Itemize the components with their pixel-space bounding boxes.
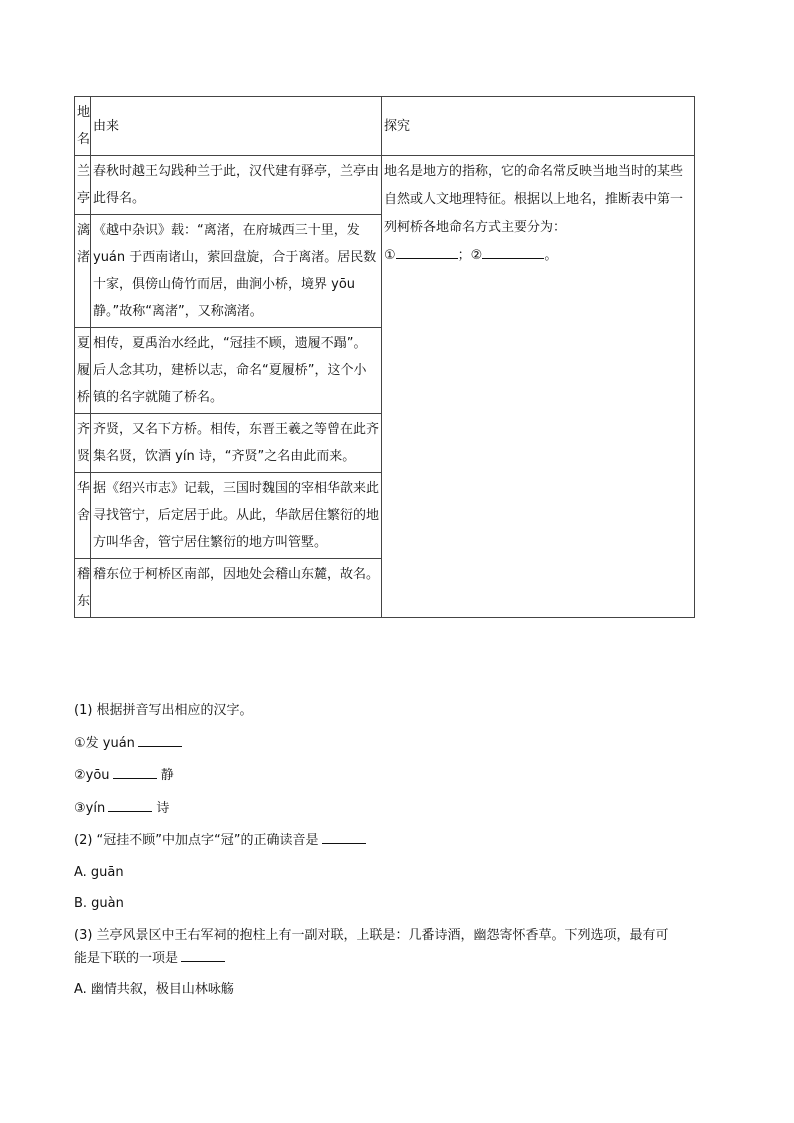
table-header-row: [75, 97, 695, 156]
question-1-c: [74, 799, 714, 818]
place-name: 夏履桥: [75, 328, 91, 414]
question-2: [74, 831, 714, 850]
question-3-option-a[interactable]: A. 幽情共叙，极目山林咏觞: [74, 982, 234, 997]
q2-blank[interactable]: [322, 831, 366, 844]
place-origin: 稽东位于柯桥区南部，因地处会稽山东麓，故名。: [91, 559, 382, 618]
table-row: [75, 156, 695, 215]
header-explore: 探究: [382, 97, 695, 156]
q3-text-line1: (3) 兰亭风景区中王右军祠的抱柱上有一副对联，上联是：几番诗酒，幽怨寄怀香草。下列选项，最有可: [74, 927, 669, 943]
place-origin: 齐贤，又名下方桥。相传，东晋王羲之等曾在此齐集名贤，饮酒 yín 诗，“齐贤”之名由此而来。: [91, 414, 382, 473]
place-name: 齐贤: [75, 414, 91, 473]
q1-a-label: ①发 yuán: [74, 735, 135, 751]
q1-c-label: ③yín: [74, 800, 106, 816]
place-name: 稽东: [75, 559, 91, 618]
header-place-name: 地名: [75, 97, 91, 156]
q1-a-blank[interactable]: [138, 734, 182, 747]
place-origin: 《越中杂识》载：“离渚，在府城西三十里，发 yuán 于西南诸山，萦回盘旋，合于离渚。居民数十家，俱傍山倚竹而居，曲涧小桥，境界 yōu静。”故称“离渚”，又称漓渚。: [91, 215, 382, 328]
question-1-a: [74, 734, 714, 753]
q2-text: (2) “冠挂不顾”中加点字“冠”的正确读音是: [74, 833, 319, 848]
q1-b-suffix: 静: [160, 768, 174, 783]
explore-text: 地名是地方的指称，它的命名常反映当地当时的某些自然或人文地理特征。根据以上地名，推断表中第一列柯桥各地命名方式主要分为：: [384, 164, 684, 235]
place-origin: 据《绍兴市志》记载，三国时魏国的宰相华歆来此寻找管宁，后定居于此。从此，华歆居住繁衍的地方叫华舍，管宁居住繁衍的地方叫管墅。: [91, 473, 382, 559]
q1-b-blank[interactable]: [113, 766, 157, 779]
place-name: 漓渚: [75, 215, 91, 328]
q1-b-label: ②yōu: [74, 768, 110, 783]
question-2-option-b[interactable]: B. guàn: [74, 896, 124, 911]
question-1-b: [74, 766, 714, 785]
question-3: [74, 927, 714, 945]
q3-text-line2: 能是下联的一项是: [74, 950, 179, 966]
place-name: 兰亭: [75, 156, 91, 215]
blank-end: 。: [544, 248, 558, 263]
q1-c-suffix: 诗: [156, 800, 170, 816]
q1-c-blank[interactable]: [108, 799, 152, 812]
place-name: 华舍: [75, 473, 91, 559]
place-origin: 相传，夏禹治水经此，“冠挂不顾，遗履不蹋”。后人念其功，建桥以志，命名“夏履桥”，这个小镇的名字就随了桥名。: [91, 328, 382, 414]
q3-blank[interactable]: [181, 949, 225, 962]
explore-cell: [382, 156, 695, 618]
answer-blank-2[interactable]: [482, 246, 544, 259]
blank1-label: ①: [384, 248, 396, 263]
explore-blanks: [384, 242, 692, 270]
place-name-table: [74, 96, 695, 618]
place-origin: 春秋时越王勾践种兰于此，汉代建有驿亭，兰亭由此得名。: [91, 156, 382, 215]
question-3-line2: [74, 949, 714, 968]
blank2-label: ；②: [457, 248, 483, 263]
header-origin: 由来: [91, 97, 382, 156]
answer-blank-1[interactable]: [396, 246, 458, 259]
questions-section: [74, 702, 714, 1013]
question-2-option-a[interactable]: A. guān: [74, 864, 124, 880]
question-1: (1) 根据拼音写出相应的汉字。: [74, 703, 253, 718]
